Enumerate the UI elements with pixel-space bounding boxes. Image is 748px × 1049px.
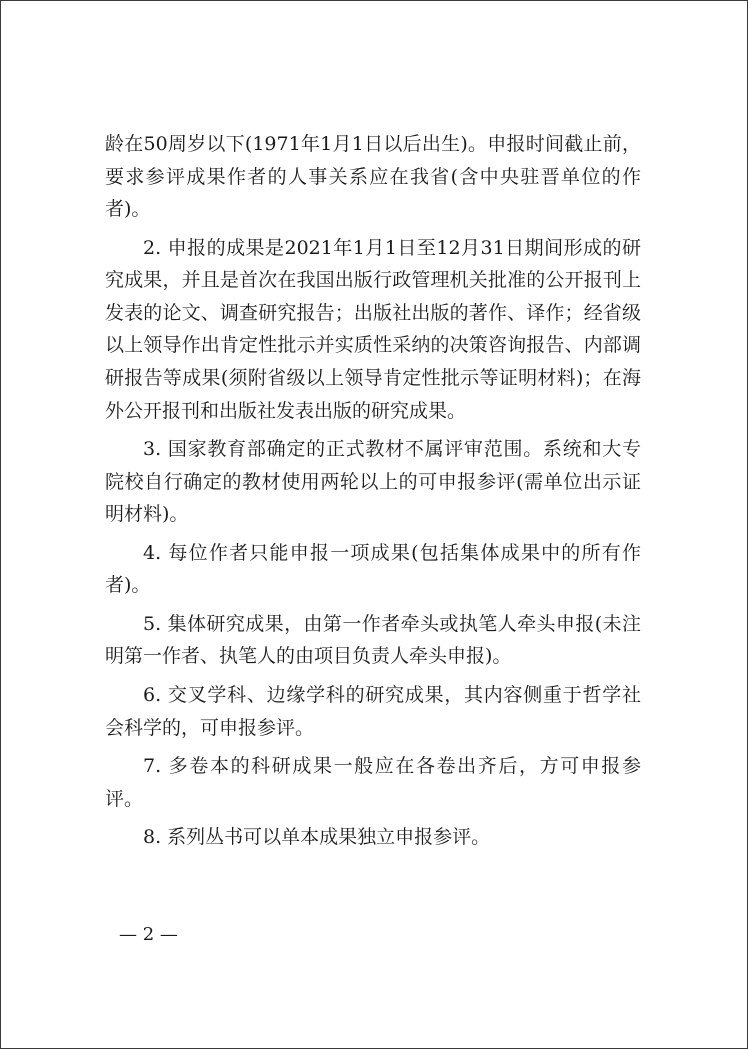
- paragraph-item-7: 7. 多卷本的科研成果一般应在各卷出齐后，方可申报参评。: [105, 755, 641, 810]
- paragraph-item-6: 6. 交叉学科、边缘学科的研究成果，其内容侧重于哲学社会科学的，可申报参评。: [105, 683, 641, 739]
- paragraph-item-8: 8. 系列丛书可以单本成果独立申报参评。: [143, 826, 491, 849]
- paragraph-item-4: 4. 每位作者只能申报一项成果(包括集体成果中的所有作者)。: [105, 541, 641, 597]
- page-number: — 2 —: [119, 924, 178, 945]
- body-text: [105, 128, 641, 854]
- paragraph-continuation-age-requirement: 龄在50周岁以下(1971年1月1日以后出生)。申报时间截止前，要求参评成果作者的人事关系应在我省(含中央驻晋单位的作者)。: [105, 133, 641, 221]
- paragraph-item-5: 5. 集体研究成果，由第一作者牵头或执笔人牵头申报(未注明第一作者、执笔人的由项目负责人牵头申报)。: [105, 612, 641, 668]
- paragraph-item-2: 2. 申报的成果是2021年1月1日至12月31日期间形成的研究成果，并且是首次在我国出版行政管理机关批准的公开报刊上发表的论文、调查研究报告；出版社出版的著作、译作；经省级以上领导作出肯定性批示并实质性采纳的决策咨询报告、内部调研报告等成果(须附省级以上领导肯定性批示等证明材料)；在海外公开报刊和出版社发表出版的研究成果。: [105, 236, 641, 422]
- paragraph-item-3: 3. 国家教育部确定的正式教材不属评审范围。系统和大专院校自行确定的教材使用两轮以上的可申报参评(需单位出示证明材料)。: [105, 438, 641, 526]
